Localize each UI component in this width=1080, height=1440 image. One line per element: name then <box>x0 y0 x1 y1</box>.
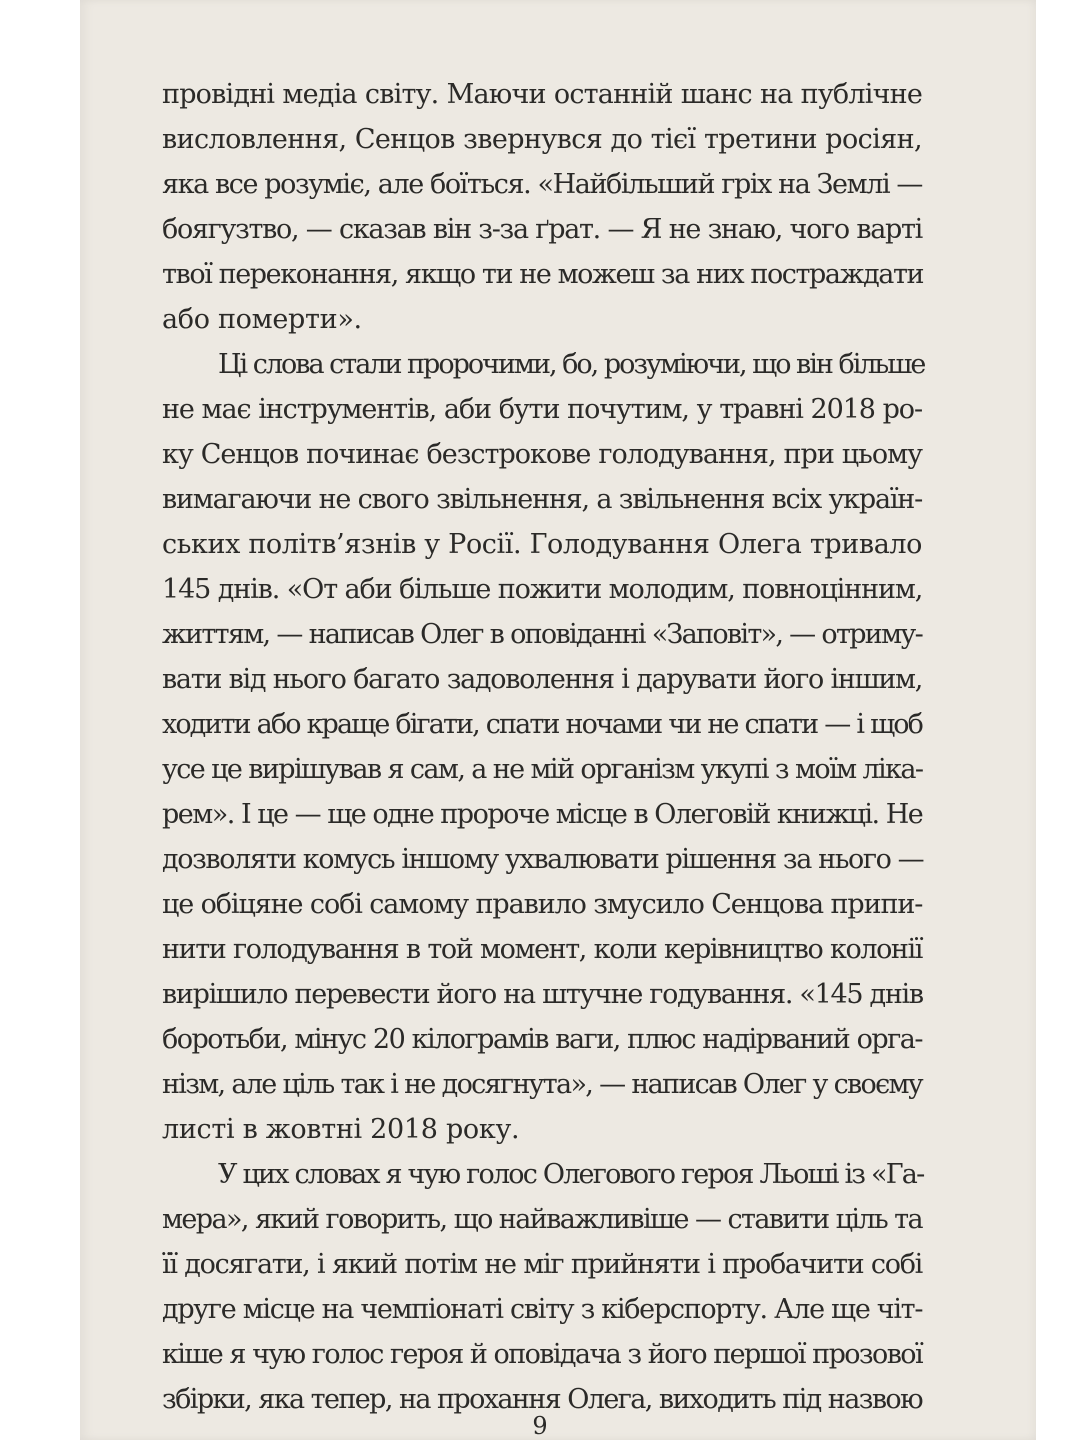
text-line: боягузтво, — сказав він з-за ґрат. — Я не знаю, чого варті <box>162 214 922 245</box>
text-line: твої переконання, якщо ти не можеш за них постраждати <box>162 259 924 290</box>
text-line: боротьби, мінус 20 кілограмів ваги, плюс надірваний орга- <box>162 1024 922 1055</box>
page-number: 9 <box>532 1412 548 1440</box>
text-line: не має інструментів, аби бути почутим, у травні 2018 ро- <box>162 394 922 425</box>
text-line: мера», який говорить, що найважливіше — ставити ціль та <box>162 1204 922 1235</box>
text-line: дозволяти комусь іншому ухвалювати рішення за нього — <box>162 844 924 875</box>
text-line: її досягати, і який потім не міг прийняти і пробачити собі <box>162 1249 922 1280</box>
text-line: це обіцяне собі самому правило змусило Сенцова припи- <box>162 889 923 920</box>
text-line: кіше я чую голос героя й оповідача з його першої прозової <box>162 1339 922 1370</box>
text-line: ку Сенцов починає безстрокове голодування, при цьому <box>162 439 922 470</box>
text-line: вирішило перевести його на штучне годування. «145 днів <box>162 979 923 1010</box>
text-line: збірки, яка тепер, на прохання Олега, виходить під назвою <box>162 1384 922 1415</box>
text-line: ських політв’язнів у Росії. Голодування Олега тривало <box>162 529 922 560</box>
text-line: У цих словах я чую голос Олегового героя Льоші із «Га- <box>218 1159 924 1190</box>
text-line: нізм, але ціль так і не досягнута», — написав Олег у своєму <box>162 1069 922 1100</box>
text-line: вати від нього багато задоволення і дарувати його іншим, <box>162 664 922 695</box>
body-text <box>162 72 925 1422</box>
text-line: яка все розуміє, але боїться. «Найбільший гріх на Землі — <box>162 169 922 200</box>
paragraph-1 <box>162 72 922 342</box>
text-line: усе це вирішував я сам, а не мій організм укупі з моїм ліка- <box>162 754 923 785</box>
text-line: життям, — написав Олег в оповіданні «Заповіт», — отриму- <box>162 619 922 650</box>
text-line: нити голодування в той момент, коли керівництво колонії <box>162 934 922 965</box>
text-line: вимагаючи не свого звільнення, а звільнення всіх україн- <box>162 484 922 515</box>
text-line: 145 днів. «От аби більше пожити молодим, повноцінним, <box>162 574 923 605</box>
text-line: листі в жовтні 2018 року. <box>162 1114 520 1145</box>
text-line: друге місце на чемпіонаті світу з кіберспорту. Але ще чіт- <box>162 1294 923 1325</box>
text-line: ходити або краще бігати, спати ночами чи не спати — і щоб <box>162 709 922 740</box>
paragraph-2 <box>162 342 925 1152</box>
text-line: Ці слова стали пророчими, бо, розуміючи, що він більше <box>218 349 925 380</box>
text-line: або померти». <box>162 304 362 335</box>
text-line: рем». І це — ще одне пророче місце в Олеговій книжці. Не <box>162 799 923 830</box>
text-line: провідні медіа світу. Маючи останній шанс на публічне <box>162 79 922 110</box>
text-line: висловлення, Сенцов звернувся до тієї третини росіян, <box>162 124 922 155</box>
paragraph-3 <box>162 1152 922 1422</box>
